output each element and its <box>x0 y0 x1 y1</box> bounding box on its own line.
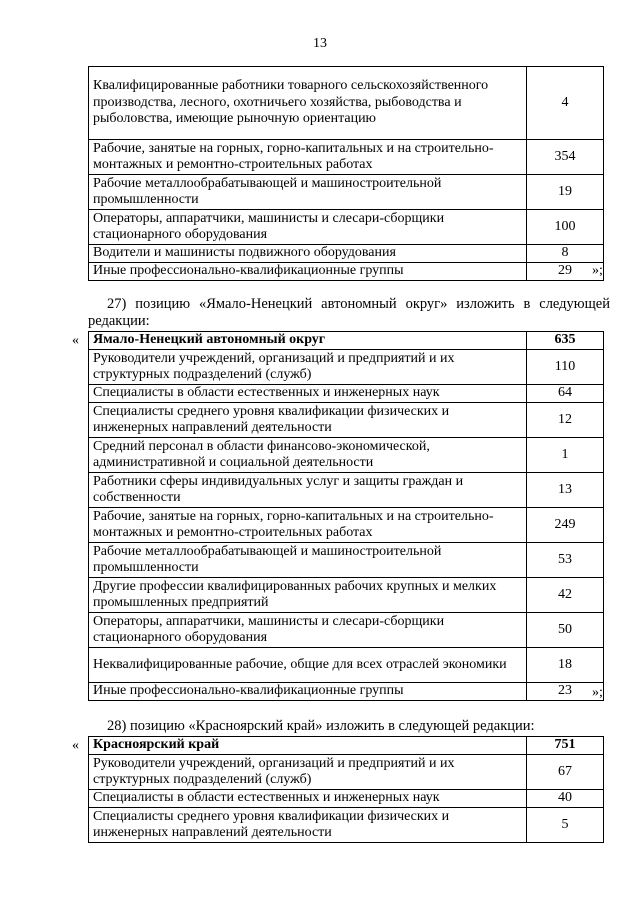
row-value: 110 <box>527 350 604 385</box>
region-total: 751 <box>527 737 604 755</box>
row-value: 64 <box>527 385 604 403</box>
table-row <box>89 403 604 438</box>
row-label: Руководители учреждений, организаций и предприятий и их структурных подразделений (служб) <box>89 755 527 790</box>
row-value: 354 <box>527 140 604 175</box>
row-value: 29 <box>527 263 604 281</box>
table-krasnoyarsk <box>88 736 604 843</box>
table-row <box>89 790 604 808</box>
closing-quote: »; <box>592 263 603 278</box>
row-value: 67 <box>527 755 604 790</box>
row-label: Иные профессионально-квалификационные группы <box>89 683 527 701</box>
row-value: 18 <box>527 648 604 683</box>
row-label: Квалифицированные работники товарного сельскохозяйственного производства, лесного, охотничьего хозяйства, рыбоводства и рыболовства, имеющие рыночную ориентацию <box>89 67 527 140</box>
row-value: 8 <box>527 245 604 263</box>
table-row <box>89 67 604 140</box>
row-label: Иные профессионально-квалификационные группы <box>89 263 527 281</box>
table-continuation <box>88 66 604 281</box>
section-27-instruction: 27) позицию «Ямало-Ненецкий автономный округ» изложить в следующей редакции: <box>88 296 610 329</box>
row-value: 53 <box>527 543 604 578</box>
table-yamalo-nenets <box>88 331 604 701</box>
row-value: 1 <box>527 438 604 473</box>
row-value: 249 <box>527 508 604 543</box>
table-row <box>89 578 604 613</box>
row-label: Другие профессии квалифицированных рабочих крупных и мелких промышленных предприятий <box>89 578 527 613</box>
row-label: Специалисты в области естественных и инженерных наук <box>89 385 527 403</box>
table-row <box>89 350 604 385</box>
table-header-row <box>89 737 604 755</box>
opening-quote: « <box>72 738 79 753</box>
region-name: Ямало-Ненецкий автономный округ <box>89 332 527 350</box>
row-value: 4 <box>527 67 604 140</box>
row-label: Специалисты в области естественных и инженерных наук <box>89 790 527 808</box>
table-row <box>89 385 604 403</box>
table-row <box>89 543 604 578</box>
section-28-text <box>88 718 610 735</box>
row-value: 23 <box>527 683 604 701</box>
row-value: 50 <box>527 613 604 648</box>
row-label: Водители и машинисты подвижного оборудования <box>89 245 527 263</box>
row-value: 100 <box>527 210 604 245</box>
row-value: 5 <box>527 808 604 843</box>
row-value: 13 <box>527 473 604 508</box>
region-name: Красноярский край <box>89 737 527 755</box>
table-row <box>89 210 604 245</box>
table-row <box>89 473 604 508</box>
table-row <box>89 808 604 843</box>
row-label: Операторы, аппаратчики, машинисты и слесари-сборщики стационарного оборудования <box>89 210 527 245</box>
table-row <box>89 263 604 281</box>
row-label: Рабочие, занятые на горных, горно-капитальных и на строительно-монтажных и ремонтно-строительных работах <box>89 508 527 543</box>
section-28-instruction: 28) позицию «Красноярский край» изложить в следующей редакции: <box>107 718 535 734</box>
row-value: 19 <box>527 175 604 210</box>
region-total: 635 <box>527 332 604 350</box>
row-value: 42 <box>527 578 604 613</box>
table-row <box>89 438 604 473</box>
opening-quote: « <box>72 333 79 348</box>
table-row <box>89 508 604 543</box>
table-row <box>89 175 604 210</box>
row-label: Работники сферы индивидуальных услуг и защиты граждан и собственности <box>89 473 527 508</box>
row-label: Специалисты среднего уровня квалификации физических и инженерных направлений деятельности <box>89 808 527 843</box>
row-label: Средний персонал в области финансово-экономической, административной и социальной деятельности <box>89 438 527 473</box>
table-row <box>89 613 604 648</box>
row-label: Специалисты среднего уровня квалификации физических и инженерных направлений деятельности <box>89 403 527 438</box>
row-label: Рабочие металлообрабатывающей и машиностроительной промышленности <box>89 543 527 578</box>
page-number: 13 <box>313 36 327 51</box>
section-27-text <box>88 296 610 330</box>
row-label: Рабочие металлообрабатывающей и машиностроительной промышленности <box>89 175 527 210</box>
row-value: 40 <box>527 790 604 808</box>
table-row <box>89 683 604 701</box>
table-row <box>89 648 604 683</box>
row-label: Рабочие, занятые на горных, горно-капитальных и на строительно-монтажных и ремонтно-строительных работах <box>89 140 527 175</box>
row-value: 12 <box>527 403 604 438</box>
row-label: Операторы, аппаратчики, машинисты и слесари-сборщики стационарного оборудования <box>89 613 527 648</box>
row-label: Руководители учреждений, организаций и предприятий и их структурных подразделений (служб) <box>89 350 527 385</box>
table-header-row <box>89 332 604 350</box>
table-row <box>89 245 604 263</box>
table-row <box>89 140 604 175</box>
row-label: Неквалифицированные рабочие, общие для всех отраслей экономики <box>89 648 527 683</box>
closing-quote: »; <box>592 685 603 700</box>
table-row <box>89 755 604 790</box>
